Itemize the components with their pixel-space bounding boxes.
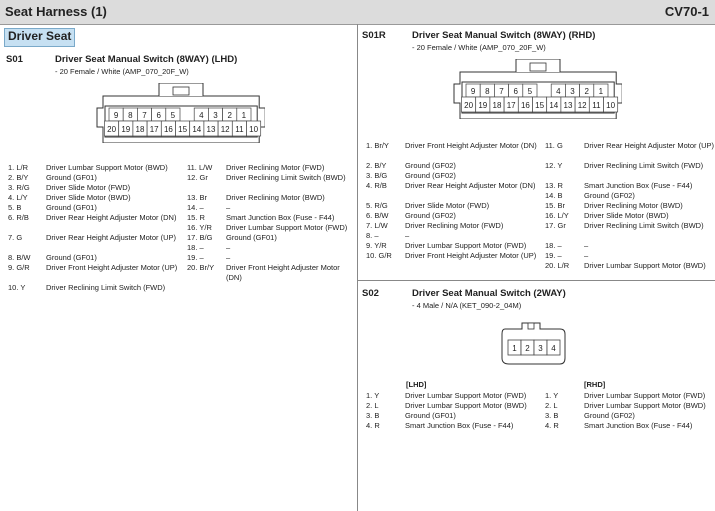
pin-number-label: 20 xyxy=(464,101,474,110)
pin-number-label: 5 xyxy=(170,111,176,120)
pin-number: 3. B xyxy=(366,411,380,420)
s02-id: S02 xyxy=(362,288,379,299)
pin-description: Driver Lumbar Support Motor (BWD) xyxy=(46,163,168,172)
pin-number-label: 8 xyxy=(128,111,133,120)
s01-spec: - 20 Female / White (AMP_070_20F_W) xyxy=(55,67,189,76)
pin-number-label: 2 xyxy=(525,344,530,353)
pin-number: 18. – xyxy=(545,241,562,250)
pin-description: Driver Rear Height Adjuster Motor (DN) xyxy=(405,181,536,190)
section-title: Driver Seat xyxy=(8,29,72,43)
pin-number: 3. B/G xyxy=(366,171,388,180)
pin-number-label: 11 xyxy=(592,101,601,110)
pin-number: 11. L/W xyxy=(187,163,213,172)
pin-number: 12. Y xyxy=(545,161,563,170)
pin-number: 5. B xyxy=(8,203,22,212)
pin-number-label: 18 xyxy=(492,101,502,110)
pin-number-label: 7 xyxy=(142,111,147,120)
pin-number-label: 3 xyxy=(213,111,218,120)
pin-number: 11. G xyxy=(545,141,563,150)
pin-number: 19. – xyxy=(545,251,562,260)
pin-number-label: 12 xyxy=(577,101,587,110)
pin-number: 3. R/G xyxy=(8,183,30,192)
s01-title: Driver Seat Manual Switch (8WAY) (LHD) xyxy=(55,54,238,65)
pin-description: Driver Lumbar Support Motor (FWD) xyxy=(584,391,706,400)
pin-number: 17. Gr xyxy=(545,221,566,230)
pin-description: Driver Rear Height Adjuster Motor (DN) xyxy=(46,213,177,222)
pin-description: – xyxy=(584,241,589,250)
s02-rhd-label: [RHD] xyxy=(584,380,606,389)
pin-number: 2. L xyxy=(366,401,379,410)
pin-number-label: 13 xyxy=(206,125,216,134)
pin-description: Ground (GF02) xyxy=(405,161,456,170)
pin-number: 4. R xyxy=(366,421,380,430)
pin-number: 17. B/G xyxy=(187,233,213,242)
pin-number: 10. Y xyxy=(8,283,26,292)
pin-description: Smart Junction Box (Fuse - F44) xyxy=(584,421,693,430)
pin-description: Driver Slide Motor (BWD) xyxy=(584,211,669,220)
pin-description: Ground (GF02) xyxy=(405,211,456,220)
pin-number: 5. R/G xyxy=(366,201,388,210)
pin-number-label: 3 xyxy=(538,344,543,353)
pin-number: 20. L/R xyxy=(545,261,570,270)
page-title: Seat Harness (1) xyxy=(5,4,107,19)
pin-description: Driver Lumbar Support Motor (BWD) xyxy=(405,401,527,410)
pin-description: Driver Slide Motor (FWD) xyxy=(46,183,131,192)
pin-number: 4. L/Y xyxy=(8,193,28,202)
page-code: CV70-1 xyxy=(664,4,709,19)
pin-number-label: 6 xyxy=(156,111,161,120)
pin-number-label: 9 xyxy=(470,87,476,96)
s01-connector-diagram xyxy=(95,83,265,143)
pin-description: Driver Reclining Motor (BWD) xyxy=(226,193,325,202)
pin-description: Driver Reclining Motor (FWD) xyxy=(226,163,325,172)
pin-number: 9. Y/R xyxy=(366,241,387,250)
pin-description: Driver Reclining Limit Switch (FWD) xyxy=(46,283,166,292)
section-divider xyxy=(358,280,715,281)
pin-number: 4. R/B xyxy=(366,181,387,190)
pin-number: 13. R xyxy=(545,181,563,190)
pin-description: Driver Front Height Adjuster Motor (UP) xyxy=(46,263,178,272)
pin-description: – xyxy=(405,231,410,240)
pin-description: Smart Junction Box (Fuse - F44) xyxy=(405,421,514,430)
pin-number: 6. R/B xyxy=(8,213,29,222)
s01r-connector xyxy=(454,59,622,119)
pin-number: 14. – xyxy=(187,203,204,212)
pin-number-label: 13 xyxy=(563,101,573,110)
pin-number: 7. L/W xyxy=(366,221,388,230)
pin-description: Ground (GF02) xyxy=(584,411,635,420)
s01r-spec: - 20 Female / White (AMP_070_20F_W) xyxy=(412,43,546,52)
pin-number: 1. Br/Y xyxy=(366,141,389,150)
pin-description: Smart Junction Box (Fuse - F44) xyxy=(584,181,693,190)
pin-description: Ground (GF01) xyxy=(405,411,456,420)
pin-number: 8. B/W xyxy=(8,253,31,262)
pin-number-label: 2 xyxy=(584,87,589,96)
pin-number-label: 17 xyxy=(149,125,159,134)
pin-number: 16. Y/R xyxy=(187,223,212,232)
pin-description: Ground (GF01) xyxy=(226,233,277,242)
pin-number: 12. Gr xyxy=(187,173,208,182)
pin-description: Driver Lumbar Support Motor (FWD) xyxy=(405,241,527,250)
pin-number-label: 11 xyxy=(235,125,244,134)
pin-description: Driver Slide Motor (BWD) xyxy=(46,193,131,202)
pin-number-label: 16 xyxy=(163,125,173,134)
pin-description: Driver Lumbar Support Motor (BWD) xyxy=(584,261,706,270)
pin-number: 9. G/R xyxy=(8,263,30,272)
pin-number-label: 15 xyxy=(535,101,545,110)
pin-number-label: 6 xyxy=(513,87,518,96)
pin-number: 16. L/Y xyxy=(545,211,569,220)
pin-number-label: 2 xyxy=(227,111,232,120)
pin-description: Driver Lumbar Support Motor (BWD) xyxy=(584,401,706,410)
pin-description: Driver Rear Height Adjuster Motor (UP) xyxy=(46,233,177,242)
pin-number-label: 7 xyxy=(499,87,504,96)
pin-number-label: 8 xyxy=(485,87,490,96)
pin-number-label: 12 xyxy=(220,125,230,134)
pin-description: – xyxy=(226,203,231,212)
pin-number: 4. R xyxy=(545,421,559,430)
pin-description: Driver Reclining Limit Switch (FWD) xyxy=(584,161,704,170)
pin-number: 19. – xyxy=(187,253,204,262)
pin-number: 15. Br xyxy=(545,201,566,210)
pin-number-label: 4 xyxy=(551,344,556,353)
pin-description: Driver Reclining Limit Switch (BWD) xyxy=(584,221,704,230)
s02-title: Driver Seat Manual Switch (2WAY) xyxy=(412,288,566,299)
pin-description: Driver Lumbar Support Motor (FWD) xyxy=(226,223,348,232)
pin-number-label: 1 xyxy=(598,87,604,96)
pin-number-label: 10 xyxy=(606,101,616,110)
pin-description: Driver Front Height Adjuster Motor (DN) xyxy=(405,141,537,150)
pin-number-label: 1 xyxy=(241,111,247,120)
pin-number-label: 14 xyxy=(549,101,559,110)
pin-number-label: 14 xyxy=(192,125,202,134)
pin-description: Driver Lumbar Support Motor (FWD) xyxy=(405,391,527,400)
pin-description: – xyxy=(226,243,231,252)
pin-description: Driver Front Height Adjuster Motor (DN) xyxy=(226,263,340,282)
pin-number: 3. B xyxy=(545,411,559,420)
s01r-connector-diagram xyxy=(452,59,622,119)
s02-connector-diagram xyxy=(497,318,572,368)
pin-number: 14. B xyxy=(545,191,563,200)
pin-number: 2. B/Y xyxy=(8,173,29,182)
pin-description: Driver Slide Motor (FWD) xyxy=(405,201,490,210)
pin-description: Smart Junction Box (Fuse - F44) xyxy=(226,213,335,222)
pin-description: Driver Reclining Motor (FWD) xyxy=(405,221,504,230)
pin-number: 7. G xyxy=(8,233,23,242)
pin-number-label: 9 xyxy=(113,111,119,120)
pin-description: Driver Rear Height Adjuster Motor (UP) xyxy=(584,141,715,150)
pin-number: 18. – xyxy=(187,243,204,252)
pin-number-label: 20 xyxy=(107,125,117,134)
s02-spec: - 4 Male / N/A (KET_090-2_04M) xyxy=(412,301,522,310)
pin-description: Driver Front Height Adjuster Motor (UP) xyxy=(405,251,537,260)
pin-description: Ground (GF02) xyxy=(405,171,456,180)
s02-pin-cells xyxy=(508,340,560,355)
pin-description: Driver Reclining Motor (BWD) xyxy=(584,201,683,210)
pin-description: Ground (GF01) xyxy=(46,253,97,262)
pin-number-label: 3 xyxy=(570,87,575,96)
s02-lhd-label: [LHD] xyxy=(406,380,427,389)
pin-number-label: 18 xyxy=(135,125,145,134)
pin-number: 13. Br xyxy=(187,193,208,202)
pin-number: 2. L xyxy=(545,401,558,410)
pin-number: 1. Y xyxy=(545,391,559,400)
pin-number: 10. G/R xyxy=(366,251,392,260)
s01r-title: Driver Seat Manual Switch (8WAY) (RHD) xyxy=(412,30,596,41)
s01-id: S01 xyxy=(6,54,23,65)
pin-number-label: 17 xyxy=(506,101,516,110)
pin-number-label: 10 xyxy=(249,125,259,134)
s01-connector xyxy=(97,83,265,143)
pin-description: – xyxy=(226,253,231,262)
pin-number: 8. – xyxy=(366,231,379,240)
pin-number: 1. L/R xyxy=(8,163,29,172)
pin-number-label: 1 xyxy=(512,344,517,353)
pin-number: 6. B/W xyxy=(366,211,389,220)
pin-number: 2. B/Y xyxy=(366,161,387,170)
pin-number-label: 4 xyxy=(199,111,204,120)
pin-number-label: 15 xyxy=(178,125,188,134)
pin-description: Ground (GF01) xyxy=(46,173,97,182)
pin-description: Driver Reclining Limit Switch (BWD) xyxy=(226,173,346,182)
pin-number-label: 16 xyxy=(520,101,530,110)
pin-number-label: 19 xyxy=(121,125,131,134)
pin-description: – xyxy=(584,251,589,260)
page-header xyxy=(0,0,715,25)
pin-description: Ground (GF02) xyxy=(584,191,635,200)
column-divider xyxy=(357,24,358,511)
pin-number-label: 19 xyxy=(478,101,488,110)
pin-number: 1. Y xyxy=(366,391,380,400)
pin-number-label: 4 xyxy=(556,87,561,96)
pin-number: 20. Br/Y xyxy=(187,263,215,272)
pin-description: Ground (GF01) xyxy=(46,203,97,212)
s01r-id: S01R xyxy=(362,30,386,41)
pin-number-label: 5 xyxy=(527,87,533,96)
pin-number: 15. R xyxy=(187,213,205,222)
